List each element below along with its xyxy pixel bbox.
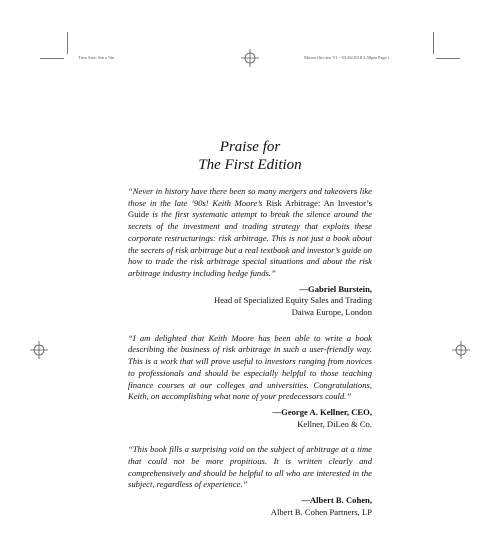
- attribution-title: Head of Specialized Equity Sales and Trading: [214, 295, 372, 306]
- attribution-company: Kellner, DiLeo & Co.: [297, 418, 372, 429]
- crop-mark-top-right-v: [433, 32, 434, 54]
- quote-text-part-1: “Never in history have there been so many mergers and takeovers like those in the late ’90s! Keith Moore’s: [128, 186, 372, 208]
- attribution-name: —George A. Kellner, CEO,: [272, 406, 372, 417]
- attribution-name: —Albert B. Cohen,: [301, 495, 372, 506]
- praise-quote-2: [128, 333, 372, 431]
- book-title-reference: Risk Arbitrage: An Investor’s Guide: [128, 197, 372, 220]
- quote-text-part-2: is the first systematic attempt to break the silence around the secrets of the investment and trading strategy that exploits these corporate restructurings: risk arbitrage. This is not just a book about the secrets of risk arbitrage but a real textbook and investor’s guide on how to trade the risk arbitrage special situations and about the risk arbitrage industry including hedge funds.”: [128, 209, 372, 278]
- attribution-company: Daiwa Europe, London: [291, 307, 372, 318]
- title-line-2: The First Edition: [198, 157, 302, 173]
- attribution-company: Albert B. Cohen Partners, LP: [270, 506, 372, 517]
- quote-attribution: [128, 284, 372, 319]
- page-title: [128, 138, 372, 174]
- quote-text: “This book fills a surprising void on the subject of arbitrage at a time that could not be more propitious. It is written clearly and comprehensively and should be helpful to all who are interested in the subject, regardless of experience.”: [128, 444, 372, 490]
- registration-mark-top-icon: [241, 49, 259, 67]
- quote-text: [128, 186, 372, 280]
- quote-attribution: [128, 407, 372, 430]
- attribution-name: —Gabriel Burstein,: [299, 283, 372, 294]
- quote-text: “I am delighted that Keith Moore has been able to write a book describing the business of risk arbitrage in such a user-friendly way. This is a work that will prove useful to investors ranging from novices to professionals and should be especially helpful to those teaching finance courses at our colleges and universities. Congratulations, Keith, on accomplishing what none of your predecessors could.”: [128, 332, 372, 402]
- praise-quote-3: [128, 444, 372, 518]
- registration-mark-left-icon: [30, 341, 48, 359]
- praise-content: [128, 138, 372, 533]
- title-line-1: Praise for: [219, 139, 281, 155]
- slug-file-info: Moore ffirs.tex V1 - 03/26/2018 3:58pm Page i: [304, 55, 390, 60]
- crop-mark-top-left: [40, 58, 64, 59]
- registration-mark-right-icon: [452, 341, 470, 359]
- crop-mark-top-right: [436, 58, 460, 59]
- praise-quote-1: [128, 186, 372, 319]
- crop-mark-top-left-v: [67, 32, 68, 54]
- quote-attribution: [128, 495, 372, 518]
- slug-trim-size: Trim Size: 6in x 9in: [78, 55, 115, 60]
